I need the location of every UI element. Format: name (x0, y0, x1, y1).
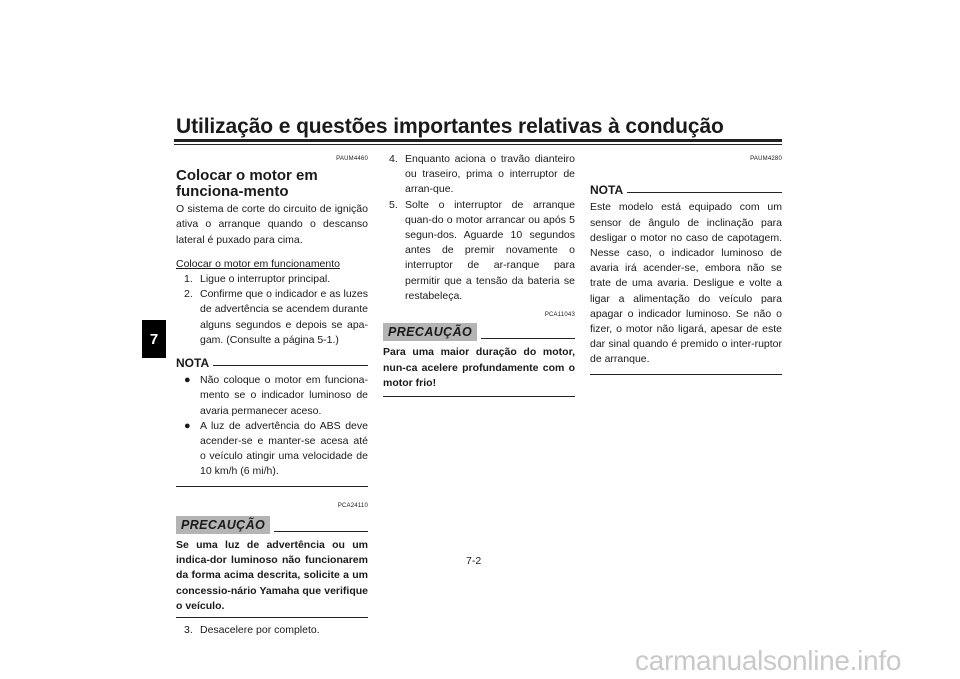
page-title: Utilização e questões importantes relativas à condução (176, 115, 724, 138)
caution-rule (274, 531, 368, 532)
step-number: 2. (184, 288, 193, 301)
nota-header (590, 183, 782, 198)
caution-header (383, 323, 575, 341)
list-item (389, 198, 575, 304)
nota-label: NOTA (176, 356, 210, 371)
steps-list (176, 272, 368, 348)
section-code: PAUM4280 (750, 156, 782, 162)
caution-label: PRECAUÇÃO (176, 516, 270, 534)
title-rule-thin (174, 144, 782, 145)
steps-list (383, 152, 575, 304)
step-text: Solte o interruptor de arranque quan-do o motor arrancar ou após 5 segun-dos. Aguarde 10 segundos antes de premir novamente o interruptor de ar-ranque para permitir que a tensão da bateria se restabeleça. (405, 198, 575, 302)
step-number: 3. (184, 624, 193, 637)
column-1 (176, 152, 368, 638)
list-item (184, 373, 368, 419)
page-number: 7-2 (466, 555, 482, 567)
step-text: Desacelere por completo. (200, 624, 320, 637)
step-text: Ligue o interruptor principal. (200, 273, 331, 286)
caution-end-rule (383, 396, 575, 397)
step-number: 5. (389, 198, 398, 211)
title-rule (174, 139, 782, 142)
watermark: carmanualsonline.info (635, 645, 902, 676)
caution-code: PCA24110 (337, 502, 368, 509)
caution-end-rule (176, 617, 368, 618)
caution-label: PRECAUÇÃO (383, 323, 477, 341)
step-number: 4. (389, 153, 398, 165)
nota-end-rule (176, 486, 368, 487)
bullet-text: Não coloque o motor em funciona-mento se o indicador luminoso de avaria permanecer aceso. (200, 374, 368, 417)
step-text: Confirme que o indicador e as luzes de advertência se acendem durante alguns segundos e depois se apa-gam. (Consulte a página 5-1.) (200, 288, 368, 346)
nota-bullets (176, 373, 368, 479)
bullet-text: A luz de advertência do ABS deve acender-se e manter-se acesa até o veículo atingir uma velocidade de 10 km/h (6 mi/h). (200, 419, 368, 478)
section-code: PAUM4460 (336, 156, 368, 162)
caution-code: PCA11043 (544, 312, 575, 319)
list-item (176, 623, 368, 638)
caution-text: Para uma maior duração do motor, nun-ca acelere profundamente com o motor frio! (383, 346, 575, 389)
list-item (184, 419, 368, 480)
column-2 (383, 152, 575, 397)
list-item (389, 152, 575, 198)
list-item (184, 272, 368, 287)
list-item (184, 287, 368, 348)
step-number: 1. (184, 273, 193, 286)
column-3 (590, 152, 782, 375)
nota-rule (213, 365, 368, 366)
intro-paragraph: O sistema de corte do circuito de ignição ativa o arranque quando o descanso lateral é puxado para cima. (176, 203, 368, 246)
caution-text: Se uma luz de advertência ou um indica-dor luminoso não funcionarem da forma acima descrita, solicite a um concessio-nário Yamaha que verifique o veículo. (176, 539, 368, 612)
caution-header (176, 516, 368, 534)
step-text: Enquanto aciona o travão dianteiro ou traseiro, prima o interruptor de arran-que. (405, 153, 575, 196)
bullet-icon: ● (184, 374, 191, 387)
nota-label: NOTA (590, 183, 624, 198)
nota-header (176, 356, 368, 371)
caution-rule (481, 338, 575, 339)
nota-end-rule (590, 374, 782, 375)
chapter-tab: 7 (142, 320, 166, 358)
section-heading: Colocar o motor em funciona-mento (176, 167, 318, 201)
nota-text: Este modelo está equipado com um sensor de ângulo de inclinação para desligar o motor no caso de capotagem. Nesse caso, o indicador luminoso de avaria irá acender-se, embora não se trate de uma avaria. Desligue e volte a ligar a alimentação do veículo para apagar o indicador luminoso. Se não o fizer, o motor não ligará, apesar de este dar sinal quando é premido o inter-ruptor de arranque. (590, 201, 782, 366)
bullet-icon: ● (184, 419, 191, 432)
nota-rule (627, 192, 782, 193)
subheading: Colocar o motor em funcionamento (176, 257, 340, 270)
